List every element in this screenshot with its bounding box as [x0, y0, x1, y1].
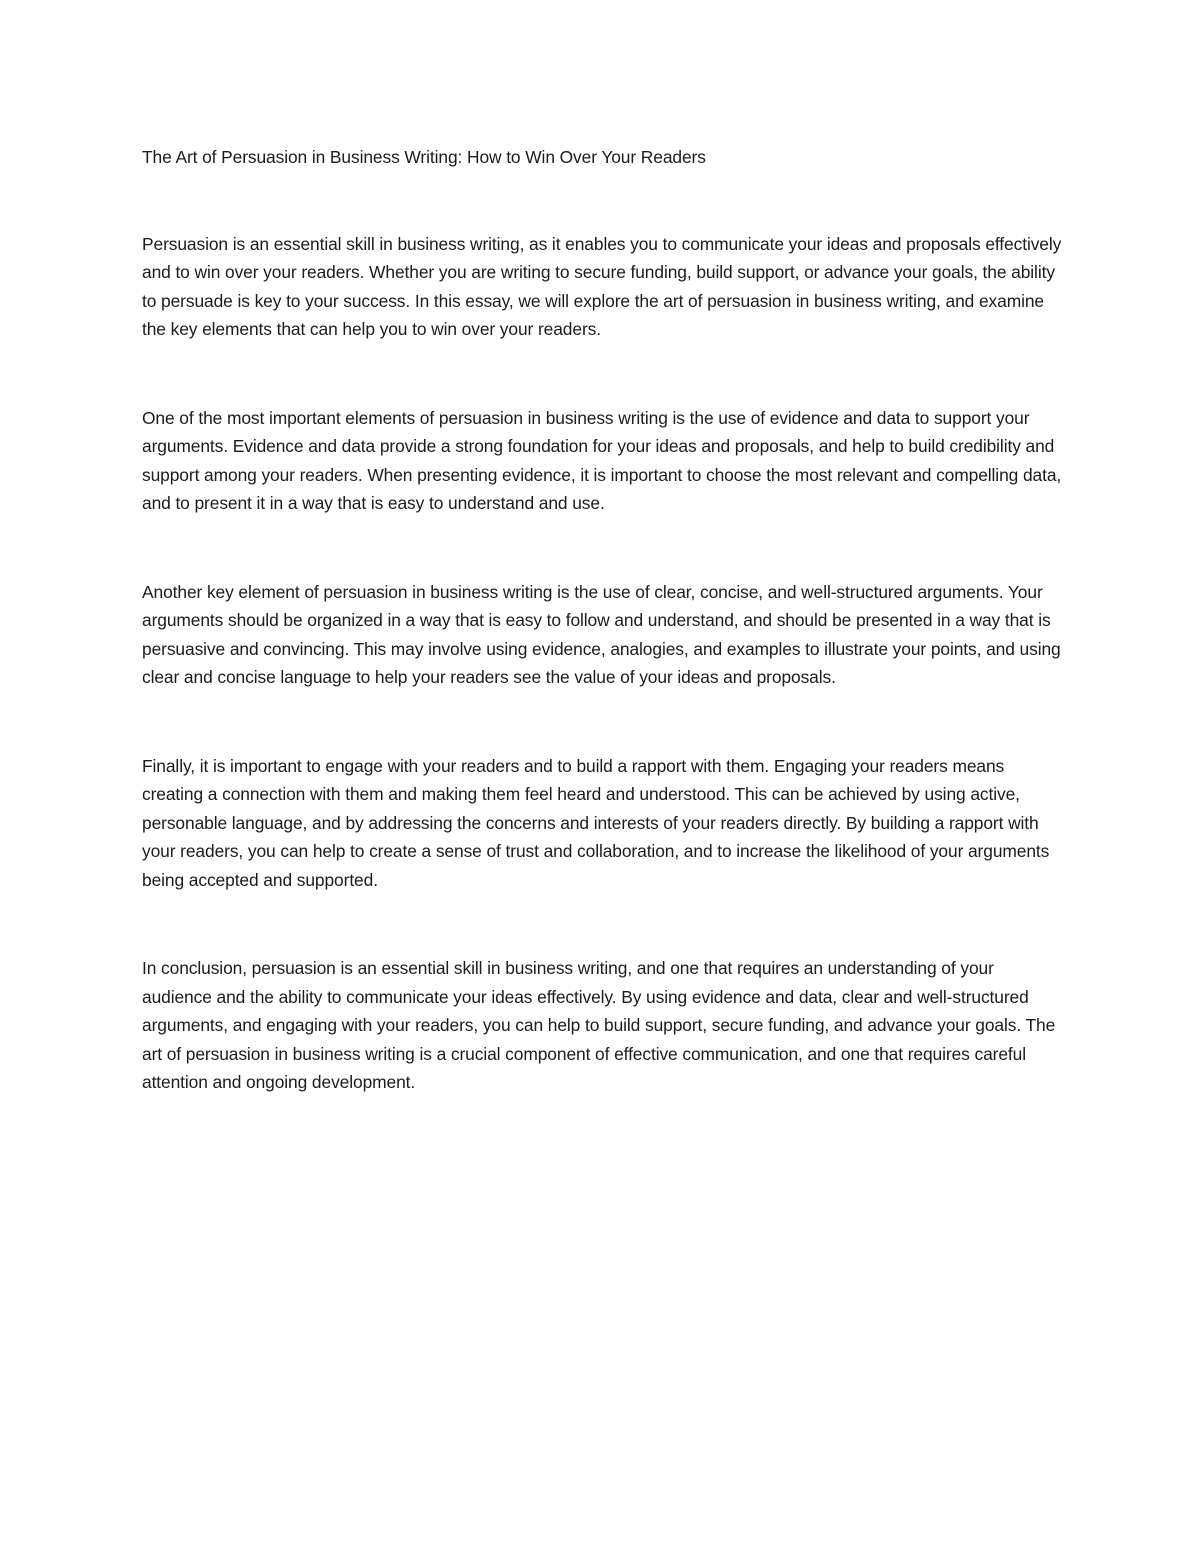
document-title: The Art of Persuasion in Business Writing: How to Win Over Your Readers — [142, 147, 706, 167]
paragraph-engagement: Finally, it is important to engage with your readers and to build a rapport with them. Engaging your readers means creating a connection with them and making them feel heard and understood. This can be achieved by using active, personable language, and by addressing the concerns and interests of your readers directly. By building a rapport with your readers, you can help to create a sense of trust and collaboration, and to increase the likelihood of your arguments being accepted and supported. — [142, 755, 1050, 890]
paragraph-conclusion: In conclusion, persuasion is an essential skill in business writing, and one that requires an understanding of your audience and the ability to communicate your ideas effectively. By using evidence and data, clear and well-structured arguments, and engaging with your readers, you can help to build support, secure funding, and advance your goals. The art of persuasion in business writing is a crucial component of effective communication, and one that requires careful attention and ongoing development. — [142, 958, 1056, 1092]
paragraph-introduction: Persuasion is an essential skill in business writing, as it enables you to communicate your ideas and proposals effectively and to win over your readers. Whether you are writing to secure funding, build support, or advance your goals, the ability to persuade is key to your success. In this essay, we will explore the art of persuasion in business writing, and examine the key elements that can help you to win over your readers. — [142, 233, 1062, 339]
paragraph-arguments: Another key element of persuasion in business writing is the use of clear, concise, and well-structured arguments. Your arguments should be organized in a way that is easy to follow and understand, and should be presented in a way that is persuasive and convincing. This may involve using evidence, analogies, and examples to illustrate your points, and using clear and concise language to help your readers see the value of your ideas and proposals. — [142, 581, 1061, 687]
paragraph-evidence: One of the most important elements of persuasion in business writing is the use of evidence and data to support your arguments. Evidence and data provide a strong foundation for your ideas and proposals, and help to build credibility and support among your readers. When presenting evidence, it is important to choose the most relevant and compelling data, and to present it in a way that is easy to understand and use. — [142, 407, 1062, 513]
document-body — [142, 143, 1062, 1097]
